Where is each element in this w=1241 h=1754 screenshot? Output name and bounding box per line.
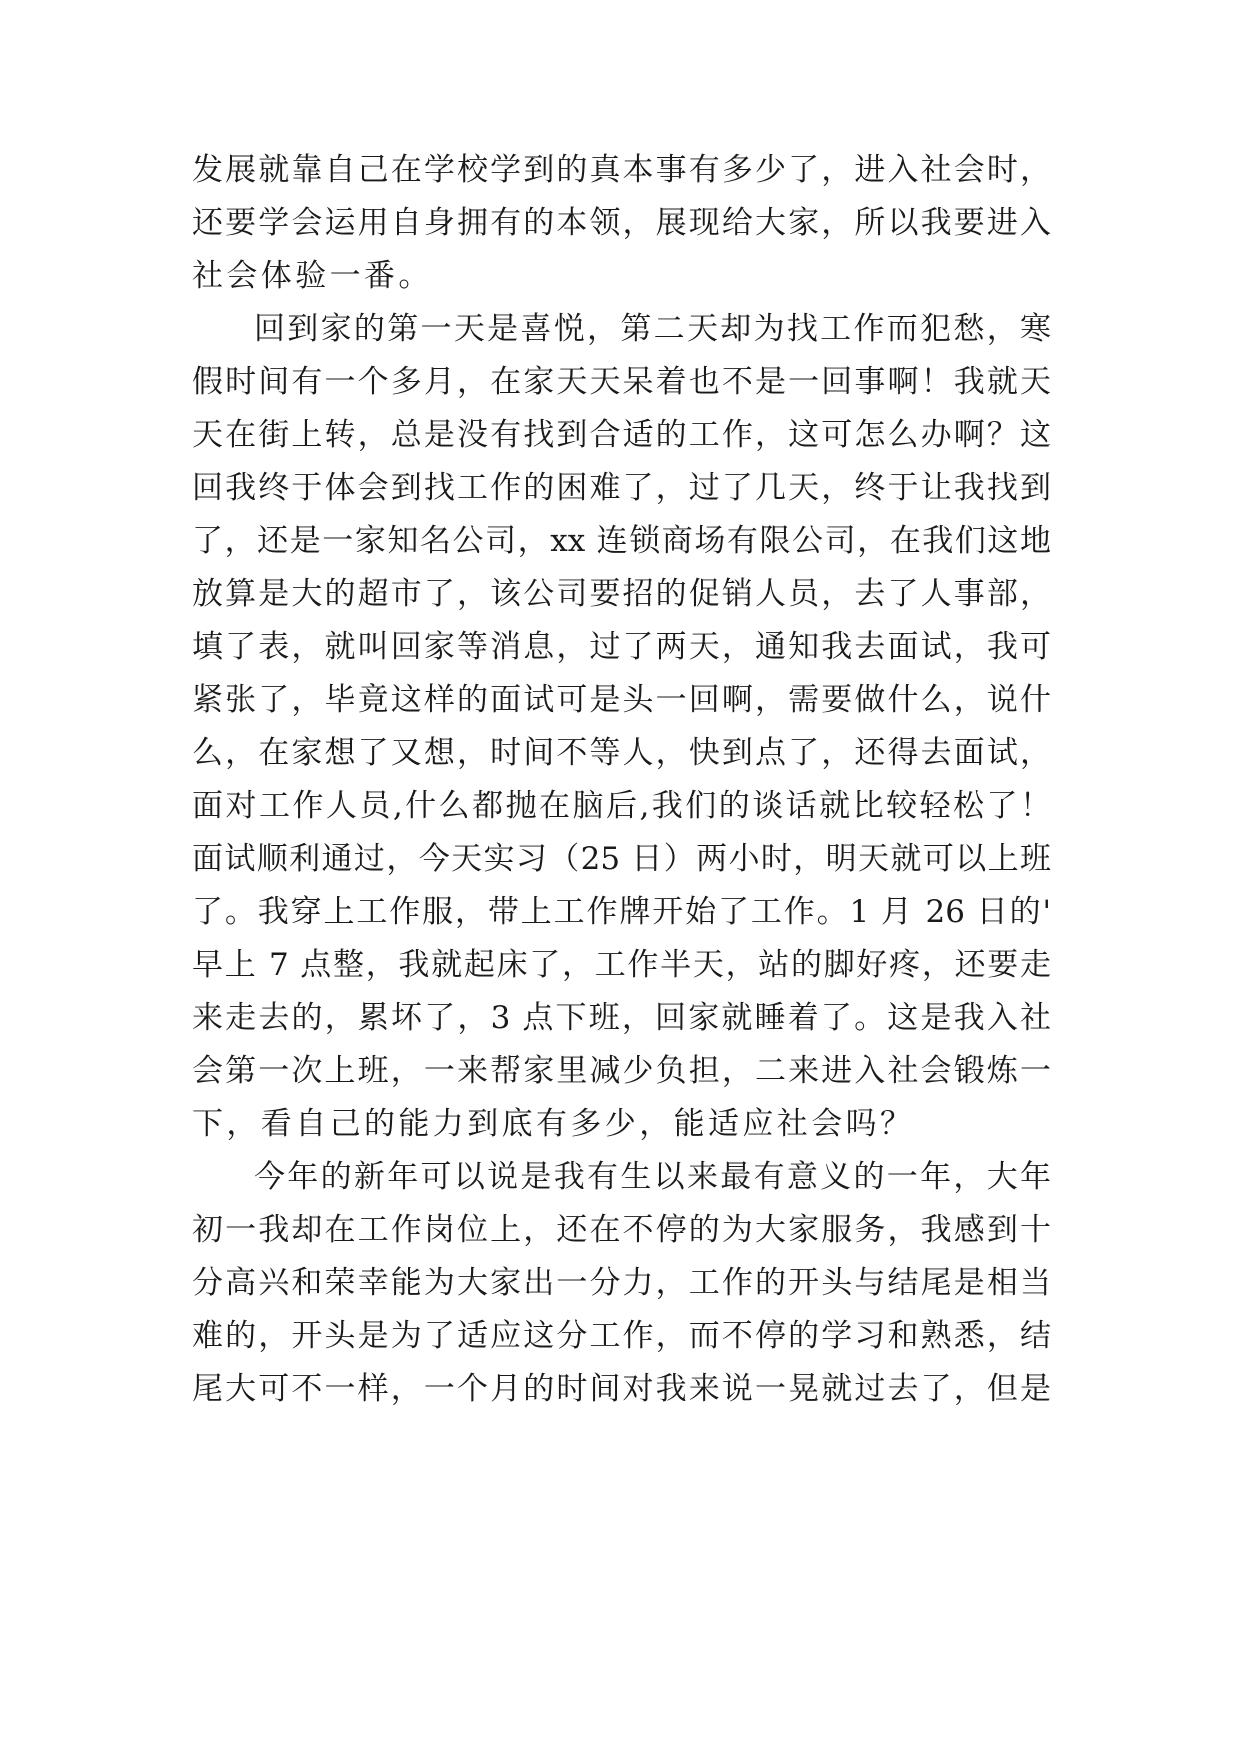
text-line: 发展就靠自己在学校学到的真本事有多少了，进入社会时， bbox=[192, 152, 1051, 188]
text-line: 回我终于体会到找工作的困难了，过了几天，终于让我找到 bbox=[192, 470, 1051, 506]
text-line: 来走去的，累坏了，3 点下班，回家就睡着了。这是我入社 bbox=[192, 1000, 1051, 1036]
text-line: 面试顺利通过，今天实习（25 日）两小时，明天就可以上班 bbox=[192, 841, 1051, 877]
paragraph-first-line: 回到家的第一天是喜悦，第二天却为找工作而犯愁，寒 bbox=[254, 311, 1051, 347]
text-line: 放算是大的超市了，该公司要招的促销人员，去了人事部， bbox=[192, 576, 1051, 612]
paragraph-first-line: 今年的新年可以说是我有生以来最有意义的一年，大年 bbox=[254, 1159, 1051, 1195]
text-line: 假时间有一个多月，在家天天呆着也不是一回事啊！我就天 bbox=[192, 364, 1051, 400]
text-line: 早上 7 点整，我就起床了，工作半天，站的脚好疼，还要走 bbox=[192, 947, 1051, 983]
text-line: 会第一次上班，一来帮家里减少负担，二来进入社会锻炼一 bbox=[192, 1053, 1051, 1089]
text-line: 了，还是一家知名公司，xx 连锁商场有限公司，在我们这地 bbox=[192, 523, 1051, 559]
text-line: 了。我穿上工作服，带上工作牌开始了工作。1 月 26 日的' bbox=[192, 894, 1051, 930]
text-line: 天在街上转，总是没有找到合适的工作，这可怎么办啊？这 bbox=[192, 417, 1051, 453]
text-line: 下，看自己的能力到底有多少，能适应社会吗？ bbox=[192, 1106, 915, 1142]
text-line: 么，在家想了又想，时间不等人，快到点了，还得去面试， bbox=[192, 735, 1051, 771]
text-line: 还要学会运用自身拥有的本领，展现给大家，所以我要进入 bbox=[192, 205, 1051, 241]
text-line: 填了表，就叫回家等消息，过了两天，通知我去面试，我可 bbox=[192, 629, 1051, 665]
text-line: 难的，开头是为了适应这分工作，而不停的学习和熟悉，结 bbox=[192, 1318, 1051, 1354]
text-line: 面对工作人员,什么都抛在脑后,我们的谈话就比较轻松了！ bbox=[192, 788, 1051, 824]
text-line: 社会体验一番。 bbox=[192, 258, 433, 294]
text-line: 初一我却在工作岗位上，还在不停的为大家服务，我感到十 bbox=[192, 1212, 1051, 1248]
text-line: 紧张了，毕竟这样的面试可是头一回啊，需要做什么，说什 bbox=[192, 682, 1051, 718]
text-line: 分高兴和荣幸能为大家出一分力，工作的开头与结尾是相当 bbox=[192, 1265, 1051, 1301]
text-line: 尾大可不一样，一个月的时间对我来说一晃就过去了，但是 bbox=[192, 1371, 1051, 1407]
